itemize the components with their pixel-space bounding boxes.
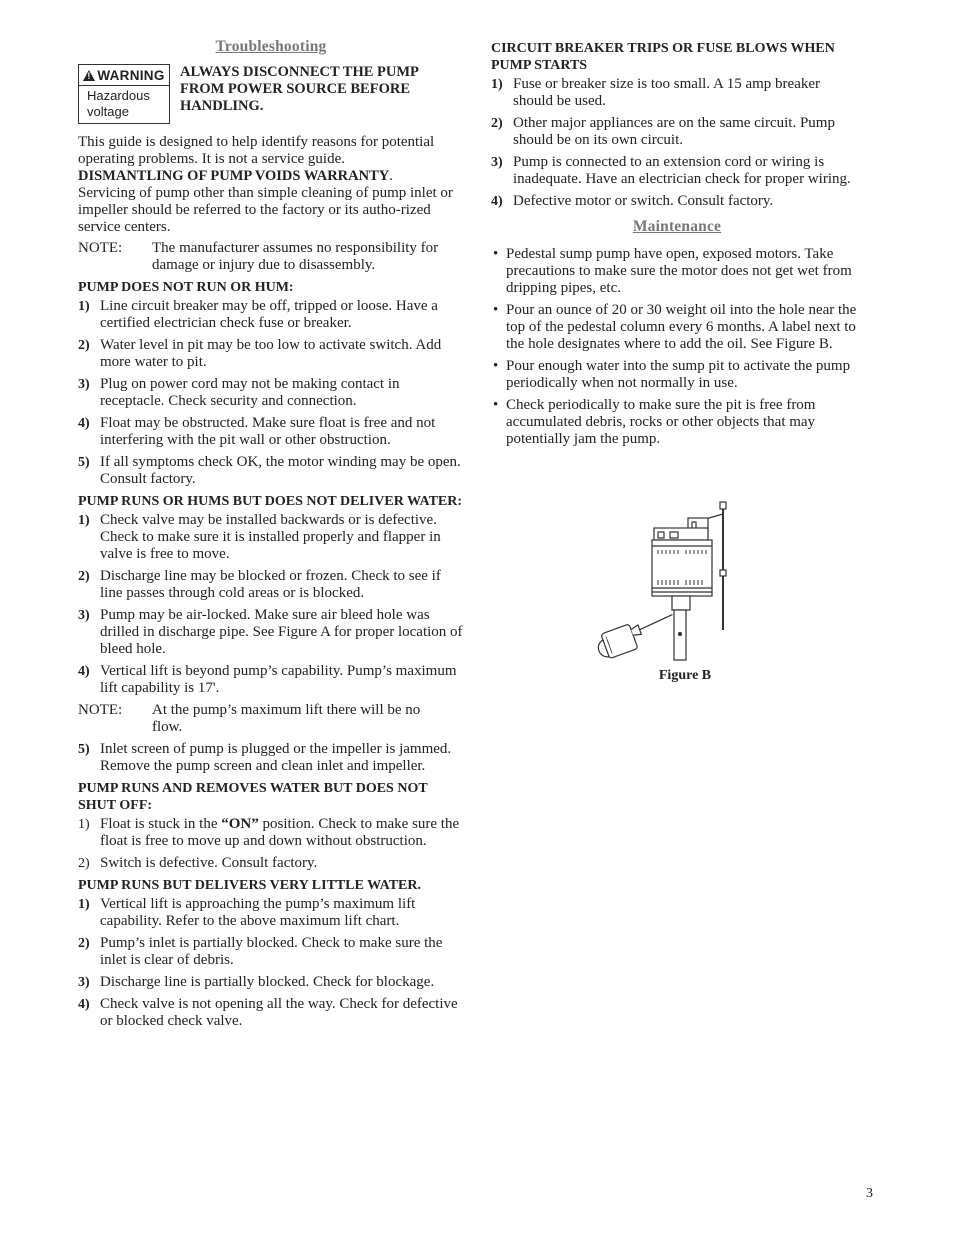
- note-text: At the pump’s maximum lift there will be no flow.: [152, 702, 421, 735]
- item-text: Line circuit breaker may be off, tripped or loose. Have a certified electrician check fuse or breaker.: [100, 298, 438, 331]
- right-column: [491, 40, 863, 453]
- note-text: The manufacturer assumes no responsibility for damage or injury due to disassembly.: [152, 240, 439, 273]
- item-text: Discharge line may be blocked or frozen. Check to see if line passes through cold areas or is blocked.: [100, 568, 441, 601]
- item-number: 1): [78, 817, 90, 832]
- item-text: Pump is connected to an extension cord or wiring is inadequate. Have an electrician check for proper wiring.: [513, 154, 851, 187]
- maintenance-list: [491, 246, 863, 448]
- note-label: NOTE:: [78, 240, 123, 256]
- list-item: • Pour an ounce of 20 or 30 weight oil into the hole near the top of the pedestal column every 6 months. A label next to the hole designates where to add the oil. See Figure B.: [491, 302, 863, 353]
- list-no-deliver-continued: [78, 741, 464, 775]
- note-label: NOTE:: [78, 702, 123, 718]
- item-text-part: Float is stuck in the: [100, 816, 222, 832]
- item-number: 2): [78, 936, 90, 951]
- list-item: [78, 816, 464, 850]
- item-number: 5): [78, 742, 90, 757]
- item-text: Vertical lift is approaching the pump’s maximum lift capability. Refer to the above maximum lift chart.: [100, 896, 416, 929]
- list-item: [78, 855, 464, 872]
- item-text: Discharge line is partially blocked. Check for blockage.: [100, 974, 435, 990]
- item-number: 1): [78, 897, 90, 912]
- list-item: [78, 663, 464, 697]
- list-item: [491, 193, 863, 210]
- item-text: Other major appliances are on the same circuit. Pump should be on its own circuit.: [513, 115, 835, 148]
- item-number: 5): [78, 455, 90, 470]
- list-item: [78, 376, 464, 410]
- troubleshooting-title: Troubleshooting: [215, 38, 327, 55]
- item-number: 1): [78, 513, 90, 528]
- item-text: Vertical lift is beyond pump’s capability. Pump’s maximum lift capability is 17'.: [100, 663, 457, 696]
- item-text: Pump may be air-locked. Make sure air bleed hole was drilled in discharge pipe. See Figure A for proper location of bleed hole.: [100, 607, 463, 657]
- item-text: Check valve may be installed backwards or is defective. Check to make sure it is installed properly and flapper in valve is free to move.: [100, 512, 441, 562]
- list-item: [78, 741, 464, 775]
- item-number: 4): [78, 416, 90, 431]
- pedestal-pump-illustration-icon: [590, 500, 740, 665]
- item-number: 3): [491, 155, 503, 170]
- warranty-text: DISMANTLING OF PUMP VOIDS WARRANTY: [78, 168, 390, 184]
- list-item: [78, 298, 464, 332]
- item-text: Water level in pit may be too low to activate switch. Add more water to pit.: [100, 337, 442, 370]
- item-text: Check valve is not opening all the way. Check for defective or blocked check valve.: [100, 996, 458, 1029]
- list-no-run: [78, 298, 464, 488]
- note-max-lift: [78, 702, 464, 736]
- item-number: 3): [78, 975, 90, 990]
- warning-body: Hazardous voltage: [87, 88, 150, 119]
- item-text: Float may be obstructed. Make sure float is free and not interfering with the pit wall or other obstruction.: [100, 415, 436, 448]
- item-number: 4): [78, 997, 90, 1012]
- intro-text: This guide is designed to help identify reasons for potential operating problems. It is not a service guide.: [78, 134, 435, 167]
- item-text: Defective motor or switch. Consult factory.: [513, 193, 774, 209]
- list-item: [78, 896, 464, 930]
- item-text-bold: “ON”: [221, 816, 259, 832]
- section-heading-no-run: PUMP DOES NOT RUN OR HUM:: [78, 280, 294, 295]
- item-number: 1): [491, 77, 503, 92]
- item-text-part: position. Check to make sure the float is free to move up and down without obstruction.: [100, 816, 460, 849]
- item-text: If all symptoms check OK, the motor winding may be open. Consult factory.: [100, 454, 461, 487]
- warranty-line: DISMANTLING OF PUMP VOIDS WARRANTY.: [78, 168, 393, 184]
- item-number: 4): [491, 194, 503, 209]
- list-item: • Pour enough water into the sump pit to activate the pump periodically when not normally in use.: [491, 358, 863, 392]
- item-text: [100, 816, 464, 850]
- warning-triangle-icon: [83, 70, 95, 81]
- warning-label: [78, 64, 170, 124]
- section-heading-little-water: PUMP RUNS BUT DELIVERS VERY LITTLE WATER.: [78, 878, 421, 893]
- warning-block: [78, 64, 464, 124]
- note-disassembly: [78, 240, 464, 274]
- item-number: 2): [491, 116, 503, 131]
- item-number: 1): [78, 299, 90, 314]
- item-number: 3): [78, 608, 90, 623]
- list-item: • Check periodically to make sure the pit is free from accumulated debris, rocks or other objects that may potentially jam the pump.: [491, 397, 863, 448]
- list-item: [78, 568, 464, 602]
- list-item: [78, 337, 464, 371]
- list-item: [78, 512, 464, 563]
- list-item: [491, 76, 863, 110]
- item-text: Switch is defective. Consult factory.: [100, 855, 318, 871]
- section-heading-no-deliver: PUMP RUNS OR HUMS BUT DOES NOT DELIVER WATER:: [78, 494, 463, 509]
- item-number: 4): [78, 664, 90, 679]
- item-text: Pump’s inlet is partially blocked. Check to make sure the inlet is clear of debris.: [100, 935, 443, 968]
- warning-header: [79, 65, 169, 86]
- warning-title: WARNING: [97, 67, 165, 83]
- list-item: [78, 996, 464, 1030]
- item-number: 2): [78, 569, 90, 584]
- list-item: [78, 935, 464, 969]
- item-text: Plug on power cord may not be making contact in receptacle. Check security and connection.: [100, 376, 400, 409]
- list-breaker: [491, 76, 863, 210]
- list-item: [78, 607, 464, 658]
- page-number: 3: [866, 1186, 873, 1201]
- servicing-text: Servicing of pump other than simple cleaning of pump inlet or impeller should be referred to the factory or its autho-rized service centers.: [78, 185, 453, 235]
- list-item: [78, 974, 464, 991]
- list-no-shutoff: [78, 816, 464, 872]
- item-text: Fuse or breaker size is too small. A 15 amp breaker should be used.: [513, 76, 821, 109]
- list-item: [78, 415, 464, 449]
- maintenance-title: Maintenance: [632, 218, 722, 235]
- list-item: [78, 454, 464, 488]
- list-item: • Pedestal sump pump have open, exposed motors. Take precautions to make sure the motor does not get wet from dripping pipes, etc.: [491, 246, 863, 297]
- warning-message: ALWAYS DISCONNECT THE PUMP FROM POWER SOURCE BEFORE HANDLING.: [180, 64, 419, 114]
- item-number: 2): [78, 338, 90, 353]
- list-no-deliver: [78, 512, 464, 697]
- list-little-water: [78, 896, 464, 1030]
- item-number: 2): [78, 856, 90, 871]
- item-text: Inlet screen of pump is plugged or the impeller is jammed. Remove the pump screen and clean inlet and impeller.: [100, 741, 452, 774]
- figure-caption: Figure B: [658, 668, 712, 683]
- section-heading-breaker: CIRCUIT BREAKER TRIPS OR FUSE BLOWS WHEN PUMP STARTS: [491, 41, 835, 73]
- list-item: [491, 154, 863, 188]
- left-column: [78, 38, 464, 1035]
- item-number: 3): [78, 377, 90, 392]
- section-heading-no-shutoff: PUMP RUNS AND REMOVES WATER BUT DOES NOT SHUT OFF:: [78, 781, 428, 813]
- list-item: [491, 115, 863, 149]
